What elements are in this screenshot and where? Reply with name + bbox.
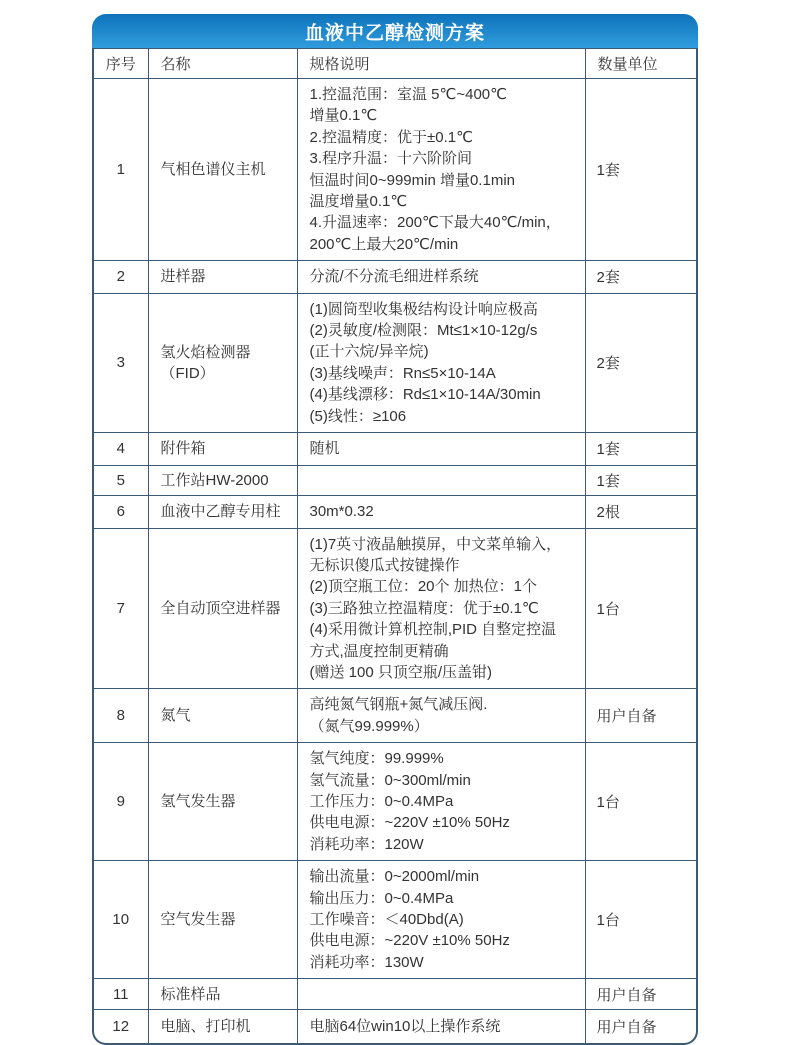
cell-spec: 电脑64位win10以上操作系统 — [297, 1010, 585, 1043]
cell-name: 氮气 — [148, 689, 297, 743]
cell-qty: 用户自备 — [585, 979, 696, 1010]
cell-no: 11 — [94, 979, 148, 1010]
cell-spec — [297, 465, 585, 495]
cell-no: 12 — [94, 1010, 148, 1043]
table-row — [94, 433, 696, 465]
cell-no: 1 — [94, 79, 148, 261]
cell-qty: 1台 — [585, 743, 696, 861]
cell-name: 空气发生器 — [148, 861, 297, 979]
title-band — [92, 14, 698, 48]
cell-spec: (1)圆筒型收集极结构设计响应极高 (2)灵敏度/检测限：Mt≤1×10-12g/s (正十六烷/异辛烷) (3)基线噪声：Rn≤5×10-14A (4)基线漂移：Rd≤1×10-14A/30min (5)线性：≥106 — [297, 293, 585, 432]
cell-no: 10 — [94, 861, 148, 979]
table-row — [94, 495, 696, 528]
table-row — [94, 979, 696, 1010]
spec-table — [94, 48, 696, 1043]
cell-spec: 1.控温范围：室温 5℃~400℃ 增量0.1℃ 2.控温精度：优于±0.1℃ 3.程序升温：十六阶阶间 恒温时间0~999min 增量0.1min 温度增量0.1℃ 4.升温速率：200℃下最大40℃/min， 200℃上最大20℃/min — [297, 79, 585, 261]
cell-spec: 随机 — [297, 433, 585, 465]
cell-spec: 输出流量：0~2000ml/min 输出压力：0~0.4MPa 工作噪音：＜40Dbd(A) 供电电源：~220V ±10% 50Hz 消耗功率：130W — [297, 861, 585, 979]
cell-name: 标准样品 — [148, 979, 297, 1010]
cell-name: 氢火焰检测器（FID） — [148, 293, 297, 432]
cell-no: 2 — [94, 261, 148, 293]
table-row — [94, 861, 696, 979]
table-row — [94, 743, 696, 861]
cell-no: 5 — [94, 465, 148, 495]
spec-table-wrap — [92, 48, 698, 1045]
column-header-name: 名称 — [148, 49, 297, 79]
cell-no: 6 — [94, 495, 148, 528]
cell-qty: 1套 — [585, 79, 696, 261]
cell-qty: 1台 — [585, 861, 696, 979]
cell-spec — [297, 979, 585, 1010]
table-row — [94, 261, 696, 293]
cell-qty: 2套 — [585, 261, 696, 293]
cell-no: 4 — [94, 433, 148, 465]
cell-qty: 1台 — [585, 528, 696, 689]
spec-card — [92, 14, 698, 1045]
cell-qty: 用户自备 — [585, 689, 696, 743]
cell-name: 血液中乙醇专用柱 — [148, 495, 297, 528]
table-row — [94, 689, 696, 743]
cell-qty: 2套 — [585, 293, 696, 432]
cell-no: 8 — [94, 689, 148, 743]
cell-name: 电脑、打印机 — [148, 1010, 297, 1043]
cell-qty: 用户自备 — [585, 1010, 696, 1043]
cell-name: 进样器 — [148, 261, 297, 293]
cell-no: 3 — [94, 293, 148, 432]
cell-name: 全自动顶空进样器 — [148, 528, 297, 689]
cell-spec: 30m*0.32 — [297, 495, 585, 528]
cell-spec: 氢气纯度：99.999% 氢气流量：0~300ml/min 工作压力：0~0.4MPa 供电电源：~220V ±10% 50Hz 消耗功率：120W — [297, 743, 585, 861]
cell-qty: 2根 — [585, 495, 696, 528]
table-row — [94, 1010, 696, 1043]
cell-name: 工作站HW-2000 — [148, 465, 297, 495]
column-header-qty: 数量单位 — [585, 49, 696, 79]
column-header-no: 序号 — [94, 49, 148, 79]
header-row — [94, 49, 696, 79]
table-row — [94, 79, 696, 261]
column-header-spec: 规格说明 — [297, 49, 585, 79]
table-row — [94, 465, 696, 495]
cell-qty: 1套 — [585, 433, 696, 465]
cell-no: 9 — [94, 743, 148, 861]
page-title: 血液中乙醇检测方案 — [304, 22, 485, 44]
cell-spec: 高纯氮气钢瓶+氮气减压阀. （氮气99.999%） — [297, 689, 585, 743]
cell-spec: 分流/不分流毛细进样系统 — [297, 261, 585, 293]
cell-spec: (1)7英寸液晶触摸屏，中文菜单输入， 无标识傻瓜式按键操作 (2)顶空瓶工位：20个 加热位：1个 (3)三路独立控温精度：优于±0.1℃ (4)采用微计算机控制,PID 自整定控温 方式,温度控制更精确 (赠送 100 只顶空瓶/压盖钳) — [297, 528, 585, 689]
cell-name: 附件箱 — [148, 433, 297, 465]
cell-qty: 1套 — [585, 465, 696, 495]
table-row — [94, 293, 696, 432]
cell-name: 氢气发生器 — [148, 743, 297, 861]
table-row — [94, 528, 696, 689]
cell-name: 气相色谱仪主机 — [148, 79, 297, 261]
cell-no: 7 — [94, 528, 148, 689]
